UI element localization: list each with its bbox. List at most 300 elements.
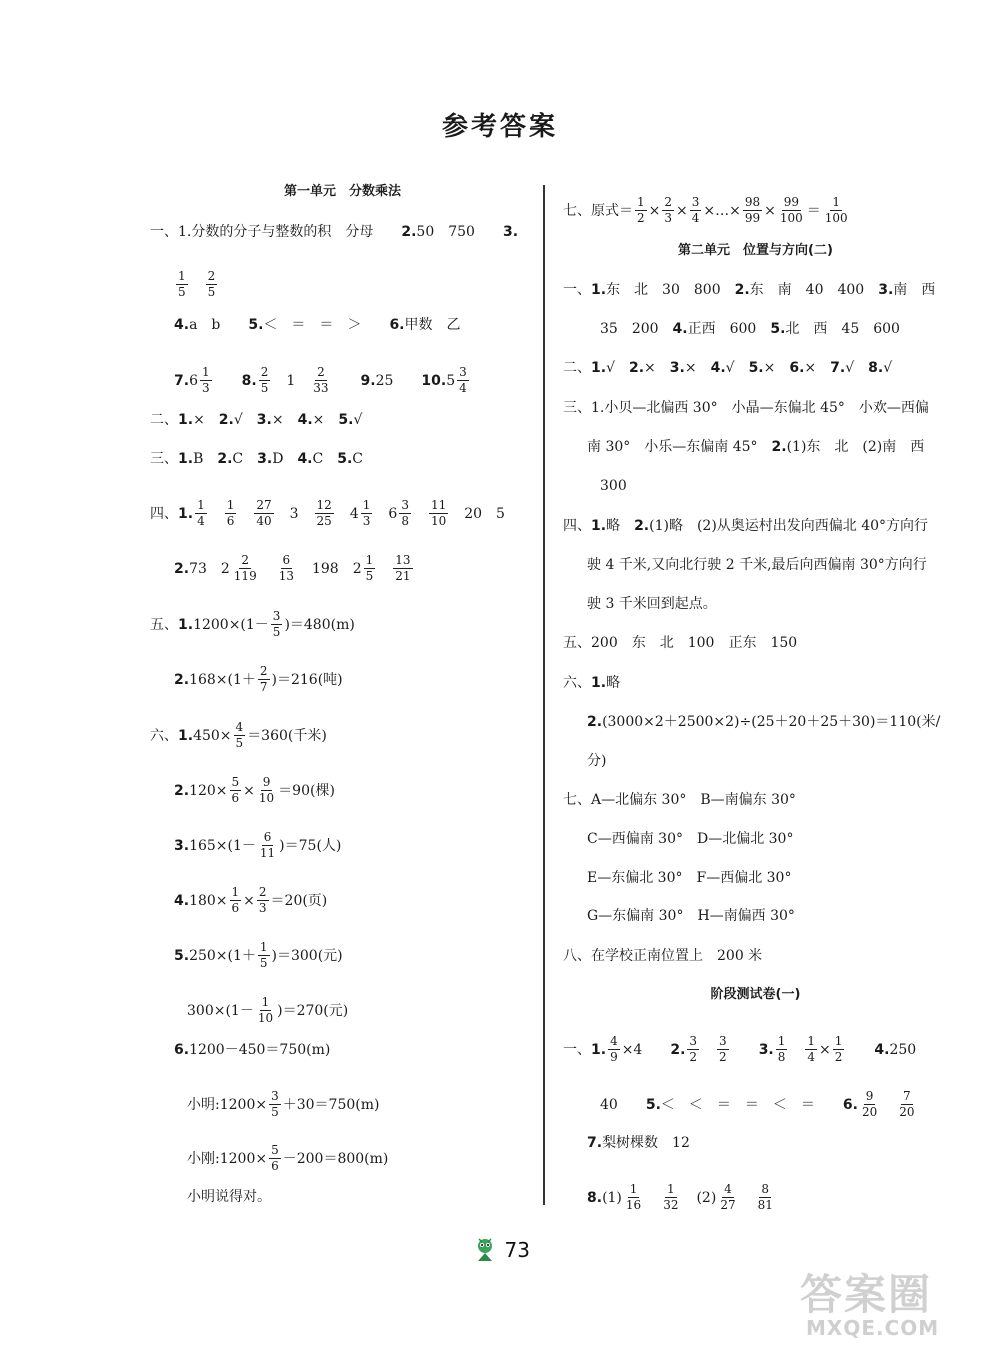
answer-text: × [684,360,711,376]
answer-line [187,1190,271,1204]
denominator: 33 [313,381,329,396]
answer-text: 甲数 乙 [404,317,461,333]
fraction [776,1035,788,1064]
answer-text: 六、 [563,675,591,691]
numerator: 98 [743,196,762,211]
answer-line [187,996,348,1025]
item-number: 3. [174,837,190,854]
numerator: 13 [393,554,412,569]
denominator: 119 [233,569,257,584]
mascot-icon [470,1235,500,1265]
answer-text [881,1098,895,1112]
item-number: 5. [248,317,264,333]
watermark-en: MXQE.COM [806,1316,940,1340]
answer-line [563,519,928,533]
item-number: 3. [878,282,894,298]
answer-text: －200＝800(m) [282,1150,389,1167]
answer-text: 250 [889,1041,917,1058]
answer-line [174,776,335,805]
item-number: 5. [337,451,353,467]
denominator: 10 [430,514,447,529]
fraction [823,196,850,225]
section-heading [150,185,535,198]
denominator: 4 [691,211,700,226]
answer-text: C [352,451,363,467]
item-number: 8. [868,360,884,376]
numerator: 2 [259,366,271,381]
denominator: 4 [197,514,205,529]
answer-text: D [272,451,298,467]
numerator: 3 [690,196,702,211]
answer-text: (3000×2＋2500×2)÷(25＋20＋25＋30)＝110(米/ [602,714,941,730]
watermark-cn: 答案圈 [800,1270,933,1319]
answer-text [377,562,391,576]
answer-text: B [193,451,218,467]
answer-text: G—东偏南 30° H—南偏西 30° [587,908,795,924]
item-number: 9. [360,372,376,389]
fraction [361,499,373,528]
answer-text: 35 200 [600,321,673,337]
answer-text: √ [845,360,869,376]
numerator: 3 [717,1035,729,1050]
denominator: 8 [401,514,409,529]
item-number: 4. [297,412,313,428]
denominator: 100 [824,211,848,226]
answer-line [150,225,518,239]
numerator: 4 [234,721,246,736]
item-number: 4. [174,892,190,909]
answer-text: √ [883,360,893,376]
answer-line [600,1090,919,1119]
answer-text [209,507,223,521]
fraction [259,366,271,395]
item-number: 2. [174,671,190,688]
numerator: 6 [262,831,274,846]
answer-text: )＝480(m) [284,616,355,633]
answer-line [187,1144,388,1173]
denominator: 5 [207,285,216,300]
numerator: 3 [399,499,411,514]
answer-text: 小明:1200× [187,1096,268,1113]
answer-line [174,270,219,299]
numerator: 2 [258,665,270,680]
fraction [232,554,259,583]
answer-line [563,676,620,690]
answer-text: × [271,412,298,428]
answer-text: 1200×(1－ [193,616,269,633]
answer-line [587,871,791,885]
denominator: 32 [663,1198,679,1213]
fraction [756,1183,775,1212]
item-number: 5. [174,947,190,964]
answer-line [587,440,924,454]
denominator: 5 [259,956,268,971]
answer-text: (2) [682,1189,717,1206]
answer-line [150,452,363,466]
answer-line [174,1043,330,1057]
fraction [860,1090,879,1119]
item-number: 2. [771,439,787,455]
answer-line [587,1136,690,1150]
answer-line [587,754,606,768]
denominator: 27 [720,1198,736,1213]
answer-text: × [763,360,790,376]
answer-text: 小刚:1200× [187,1150,268,1167]
answer-text: 六、 [150,727,178,744]
answer-line [587,1183,777,1212]
denominator: 11 [259,846,276,861]
answer-text: √ [353,412,363,428]
numerator: 1 [628,1183,640,1198]
answer-text: 3 [275,505,313,522]
item-number: 1. [178,505,194,522]
answer-text: 120× [189,782,228,799]
denominator: 6 [231,901,240,916]
answer-text [645,1191,659,1205]
answer-text: ＝20(页) [270,892,328,909]
numerator: 1 [665,1183,677,1198]
answer-text: 二、 [150,412,178,428]
denominator: 81 [757,1198,773,1213]
answer-text: 三、1.小贝—北偏西 30° 小晶—东偏北 45° 小欢—西偏 [563,400,929,416]
answer-text: × [644,360,670,376]
answer-text: × [676,202,688,219]
answer-line [174,366,471,395]
answer-text: a b [189,317,249,333]
fraction [778,196,805,225]
item-number: 8. [241,372,257,389]
answer-text: 东 南 40 400 [749,282,879,298]
numerator: 5 [230,776,242,791]
item-number: 4. [710,360,726,376]
answer-text: × [193,412,219,428]
page-footer [0,1235,1000,1265]
answer-text [238,507,252,521]
answer-text: 250×(1＋ [189,947,256,964]
fraction [897,1090,916,1119]
answer-text: )＝300(元) [271,947,343,964]
answer-line [174,665,343,694]
numerator: 1 [200,366,212,381]
numerator: 99 [782,196,801,211]
numerator: 11 [429,499,448,514]
answer-text: 八、在学校正南位置上 200 米 [563,948,763,964]
answer-text: × [312,412,339,428]
answer-text: ＜ ＝ ＝ ＞ [263,317,390,333]
section-heading [563,244,948,257]
answer-line [563,361,892,375]
denominator: 9 [610,1050,618,1065]
item-number: 1. [591,282,607,298]
answer-line [600,322,900,336]
fraction [743,196,762,225]
answer-text: 450× [193,727,232,744]
answer-text: C—西偏南 30° D—北偏北 30° [587,831,794,847]
answer-text: C [232,451,258,467]
denominator: 40 [256,514,272,529]
answer-text: 180× [189,892,228,909]
fraction [230,886,242,915]
answer-line [563,636,797,650]
answer-line [563,949,762,963]
answer-line [174,886,327,915]
answer-text: 40 [600,1096,646,1113]
answer-text: 一、1.分数的分子与整数的积 分母 [150,224,402,240]
denominator: 8 [777,1050,786,1065]
column-divider [543,185,545,1205]
denominator: 20 [899,1105,915,1120]
answer-line [174,554,415,583]
section-heading [563,988,948,1001]
answer-line [563,283,935,297]
answer-text: √ [606,360,629,376]
item-number: 2. [734,282,750,298]
answer-text: 驶 4 千米,又向北行驶 2 千米,最后向西偏南 30°方向行 [587,557,927,573]
answer-text: 五、 [150,616,178,633]
item-number: 8. [587,1189,603,1206]
denominator: 10 [257,1011,274,1026]
numerator: 4 [608,1035,620,1050]
item-number: 7. [830,360,846,376]
answer-text: 七、原式＝ [563,202,633,219]
answer-text: 第一单元 分数乘法 [283,184,401,199]
answer-text: 四、 [150,505,178,522]
answer-text: √ [233,412,257,428]
item-number: 1. [591,675,607,691]
fraction [176,270,188,299]
fraction [257,886,269,915]
answer-text: 分) [587,753,607,769]
denominator: 6 [231,791,240,806]
numerator: 5 [269,1144,281,1159]
answer-text: × [243,892,255,909]
answer-text: 6 [189,372,198,389]
denominator: 100 [779,211,803,226]
fraction [311,366,330,395]
answer-text: 25 [375,372,422,389]
fraction [277,554,296,583]
numerator: 1 [230,886,242,901]
item-number: 4. [174,317,190,333]
item-number: 4. [672,321,688,337]
answer-text: (1) [602,1189,622,1206]
answer-text [846,1043,874,1057]
item-number: 5. [338,412,354,428]
denominator: 21 [395,569,411,584]
numerator: 9 [261,776,273,791]
item-number: 6. [174,1042,190,1058]
item-number: 3. [502,224,519,240]
answer-line [563,196,852,225]
item-number: 2. [634,518,650,534]
answer-text: 北 西 45 600 [785,321,900,337]
numerator: 2 [257,886,269,901]
fraction [429,499,448,528]
answer-line [174,941,343,970]
answer-text: 阶段测试卷(一) [710,987,801,1002]
item-number: 5. [770,321,786,337]
denominator: 2 [834,1050,843,1065]
answer-text [731,1043,759,1057]
item-number: 2. [217,451,233,467]
item-number: 1. [178,451,194,467]
fraction [457,366,469,395]
answer-text: (1)东 北 (2)南 西 [786,439,925,455]
denominator: 13 [278,569,294,584]
item-number: 5. [748,360,764,376]
fraction [718,1183,737,1212]
numerator: 3 [457,366,469,381]
item-number: 6. [842,1096,858,1113]
numerator: 3 [269,1090,281,1105]
answer-text: (1)略 (2)从奥运村出发向西偏北 40°方向行 [649,518,929,534]
numerator: 6 [281,554,293,569]
answer-text: 1200－450＝750(m) [189,1042,331,1058]
denominator: 2 [719,1050,727,1065]
numerator: 1 [176,270,188,285]
item-number: 1. [178,616,194,633]
fraction [206,270,218,299]
answer-text: 300 [600,478,627,494]
answer-text [413,507,427,521]
answer-text: 二、 [563,360,591,376]
item-number: 3. [256,412,272,428]
denominator: 16 [625,1198,642,1213]
item-number: 1. [178,412,194,428]
numerator: 1 [805,1035,817,1050]
fraction [200,366,212,395]
answer-text [214,374,242,388]
numerator: 1 [225,499,237,514]
denominator: 3 [258,901,267,916]
fraction [661,1183,680,1212]
numerator: 8 [759,1183,771,1198]
answer-text: ＋30＝750(m) [282,1096,380,1113]
answer-text: 四、 [563,518,591,534]
answer-text [789,1043,803,1057]
answer-text: 5 [446,372,456,389]
numerator: 2 [239,554,251,569]
answer-text: ×4 [621,1041,671,1058]
denominator: 2 [637,211,645,226]
answer-line [150,499,505,528]
item-number: 2. [628,360,645,376]
fraction [257,776,276,805]
answer-text: 五、200 东 北 100 正东 150 [563,635,798,651]
fraction [230,776,242,805]
item-number: 10. [421,372,447,389]
answer-text: 一、 [563,1041,591,1058]
answer-text: × [804,360,831,376]
denominator: 5 [271,1105,279,1120]
fraction [258,665,270,694]
item-number: 2. [587,714,603,730]
denominator: 5 [178,285,186,300]
denominator: 3 [362,514,371,529]
answer-text: 4 [335,505,359,522]
answer-text [701,1043,715,1057]
answer-line [587,597,717,611]
denominator: 10 [258,791,275,806]
answer-text: 168×(1＋ [189,671,256,688]
fraction [687,1035,699,1064]
fraction [258,831,277,860]
item-number: 3. [669,360,685,376]
numerator: 1 [361,499,373,514]
numerator: 1 [776,1035,788,1050]
answer-text: ＝90(棵) [278,782,335,799]
item-number: 1. [591,1041,607,1058]
item-number: 4. [874,1041,890,1058]
fraction [608,1035,620,1064]
answer-text: ×…× [703,202,741,219]
fraction [269,1090,281,1119]
answer-line [187,1090,379,1119]
answer-line [150,721,327,750]
answer-text: 东 北 30 800 [606,282,735,298]
answer-text: )＝75(人) [279,837,342,854]
item-number: 7. [174,372,190,389]
numerator: 4 [722,1183,734,1198]
numerator: 2 [662,196,674,211]
fraction [624,1183,643,1212]
answer-text: 165×(1－ [189,837,256,854]
item-number: 1. [591,360,607,376]
answer-line [563,1035,916,1064]
fraction [805,1035,817,1064]
answer-text: 1 [272,372,310,389]
answer-text: 七、A—北偏东 30° B—南偏东 30° [563,792,796,808]
denominator: 2 [689,1050,698,1065]
answer-text: 梨树棵数 12 [602,1135,690,1151]
denominator: 4 [459,381,467,396]
item-number: 2. [401,224,417,240]
fraction [315,499,334,528]
item-number: 2. [174,782,190,799]
numerator: 27 [254,499,273,514]
item-number: 1. [178,727,194,744]
answer-text [261,562,275,576]
fraction [635,196,647,225]
fraction [225,499,237,528]
item-number: 5. [645,1096,661,1113]
fraction [269,1144,281,1173]
denominator: 20 [861,1105,878,1120]
denominator: 6 [271,1159,279,1174]
answer-text: ＝360(千米) [247,727,327,744]
answer-text: 一、 [563,282,591,298]
answer-text: 300×(1－ [187,1002,254,1019]
answer-text [190,278,204,292]
answer-line [600,479,627,493]
numerator: 7 [901,1090,913,1105]
answer-text [740,1191,754,1205]
answer-text: 50 750 [416,224,503,240]
item-number: 3. [758,1041,774,1058]
fraction [662,196,674,225]
denominator: 4 [807,1050,816,1065]
numerator: 1 [830,196,842,211]
answer-text: 三、 [150,451,178,467]
item-number: 2. [174,560,190,577]
answer-text: C [312,451,338,467]
answer-text: E—东偏北 30° F—西偏北 30° [587,870,792,886]
answer-text: 20 5 [450,505,505,522]
page-number: 73 [504,1238,530,1262]
item-number: 4. [297,451,313,467]
answer-text: 198 2 [297,560,362,577]
answer-text: 略 [606,518,635,534]
